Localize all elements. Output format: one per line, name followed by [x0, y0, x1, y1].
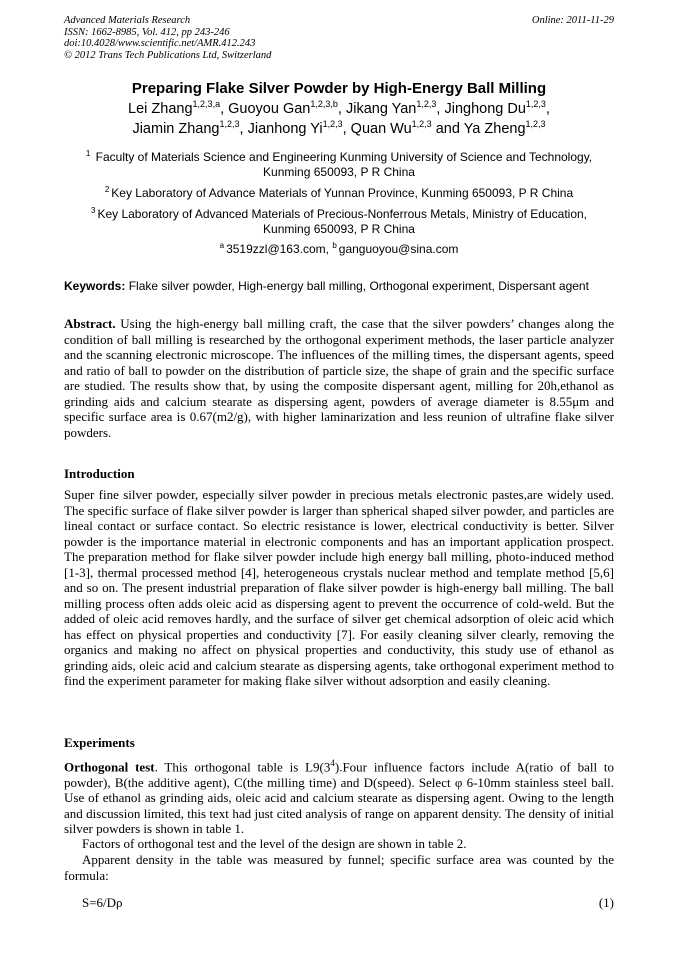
affiliation-text: Kunming 650093, P R China	[263, 165, 415, 179]
author-name: Quan Wu	[350, 121, 412, 137]
affiliation-text: Kunming 650093, P R China	[263, 222, 415, 236]
email-mark: b	[332, 241, 337, 250]
affiliation-1	[64, 150, 614, 180]
abstract	[64, 316, 614, 440]
journal-name: Advanced Materials Research	[64, 15, 191, 26]
online-date: Online: 2011-11-29	[531, 15, 614, 26]
email-b: ganguoyou@sina.com	[338, 242, 459, 256]
subsection-heading: Orthogonal test	[64, 759, 155, 775]
author-name: Ya Zheng	[463, 121, 526, 137]
author-list	[64, 99, 614, 139]
copyright-line: © 2012 Trans Tech Publications Ltd, Switzerland	[64, 49, 272, 61]
author-affil-mark: 1,2,3	[525, 119, 546, 129]
author-name: Jianhong Yi	[247, 121, 323, 137]
section-heading-experiments: Experiments	[64, 735, 135, 750]
keywords	[64, 279, 614, 293]
introduction-paragraph: Super fine silver powder, especially silver powder in precious metals electronic pastes,are widely used. The specific surface of flake silver powder is larger than spherical shaped silver powder, and particles are lineal contact or surface contact. So electric resistance is lower, electrical conductivity is better. Silver powder is the importance material in electronic components and has an important application prospect. The preparation method for flake silver powder include high energy ball milling, photo-induced method [1-3], thermal processed method [4], heterogeneous crystals nuclear method and template method [5,6] and so on. The present industrial preparation of flake silver powder is high-energy ball milling. The ball milling process often adds oleic acid as dispersing agent to prevent the occurrence of cold-weld. But the added of oleic acid removes hardly, and the surface of silver get chemical adsorption of oleic acid which has effect on physical properties and conductivity [7]. For easily cleaning silver clearly, removing the organics and making no affect on physical properties and conductivity, this study use of ethanol as grinding aids, oleic acid and calcium stearate as dispersing agents, take orthogonal experiment method to find the experiment parameter for making flake silver without adsorption and easily cleaning.	[64, 487, 614, 688]
paper-title: Preparing Flake Silver Powder by High-Energy Ball Milling	[131, 80, 547, 97]
abstract-text: Using the high-energy ball milling craft, the case that the silver powders’ changes along the condition of ball milling is researched by the orthogonal experiment methods, the laser particle analyzer and the scanning electronic microscope. The influences of the milling times, the dispersant agents, speed and ratio of ball to powder on the distribution of particle size, the shape of grain and the specific surface are studied. The results show that, by using the composite dispersant agent, milling for 20h,ethanol as grinding aids and calcium stearate as dispersing agent, powders of average diameter is 8.55μm and specific surface area is 0.67(m2/g), with higher laminarization and less reunion of ultrafine flake silver powders.	[64, 316, 614, 440]
author-name: Lei Zhang	[128, 101, 193, 117]
author-affil-mark: 1,2,3	[219, 119, 240, 129]
affiliation-text: Faculty of Materials Science and Engineering Kunming University of Science and Technology,	[95, 150, 593, 164]
affiliation-text: Key Laboratory of Advance Materials of Yunnan Province, Kunming 650093, P R China	[111, 186, 574, 200]
author-affil-mark: 1,2,3,b	[310, 99, 338, 109]
email-a: 3519zzl@163.com,	[226, 242, 329, 256]
orthogonal-test-paragraph	[64, 756, 614, 837]
paragraph-text: . This orthogonal table is L9(3	[154, 759, 331, 775]
keywords-label: Keywords:	[64, 279, 126, 293]
author-affil-mark: 1,2,3	[411, 119, 432, 129]
author-affil-mark: 1,2,3	[322, 119, 343, 129]
affiliation-3	[64, 207, 614, 237]
author-line-2: Jiamin Zhang$^{1,2,3}$, Jianhong Yi$^{1,2,3}$, Quan Wu$^{1,2,3}$ and Ya Zheng$^{1,2,3}$	[132, 119, 546, 137]
email-line	[64, 242, 614, 257]
equation: S=6/Dρ	[82, 895, 123, 910]
paragraph-text: ).Four influence factors include A(ratio of ball to powder), B(the additive agent), C(the milling time) and D(speed). Select φ 6-10mm stainless steel ball. Use of ethanol as grinding aids, oleic acid and calcium stearate as dispersing agent. Owing to the length and discussion limited, this text had just cited analysis of range on apparent density. The density of initial silver powders is shown in table 1.	[64, 759, 614, 837]
author-name: Jiamin Zhang	[132, 121, 220, 137]
affiliation-mark: 1	[85, 149, 91, 158]
author-name: Guoyou Gan	[228, 101, 311, 117]
superscript: 4	[330, 758, 335, 768]
abstract-label: Abstract.	[64, 316, 116, 331]
affiliation-mark: 2	[104, 185, 110, 194]
density-paragraph: Apparent density in the table was measured by funnel; specific surface area was counted by the formula:	[64, 852, 614, 883]
author-affil-mark: 1,2,3	[525, 99, 546, 109]
issn-line: ISSN: 1662-8985, Vol. 412, pp 243-246	[64, 26, 230, 38]
doi-line: doi:10.4028/www.scientific.net/AMR.412.243	[64, 38, 256, 49]
author-affil-mark: 1,2,3,a	[192, 99, 221, 109]
section-heading-introduction: Introduction	[64, 466, 135, 481]
equation-number: (1)	[598, 895, 614, 910]
affiliation-2	[64, 186, 614, 201]
affiliation-mark: 3	[90, 206, 96, 215]
author-name: Jikang Yan	[345, 101, 417, 117]
affiliation-text: Key Laboratory of Advanced Materials of Precious-Nonferrous Metals, Ministry of Education,	[97, 207, 587, 221]
author-name: Jinghong Du	[444, 101, 526, 117]
author-affil-mark: 1,2,3	[416, 99, 437, 109]
keywords-text: Flake silver powder, High-energy ball milling, Orthogonal experiment, Dispersant agent	[128, 279, 589, 293]
journal-header	[64, 15, 271, 61]
author-line-1: Lei Zhang$^{1,2,3,a}$, Guoyou Gan$^{1,2,3,b}$, Jikang Yan$^{1,2,3}$, Jinghong Du$^{1,2,3}$,	[128, 99, 550, 117]
factors-paragraph: Factors of orthogonal test and the level of the design are shown in table 2.	[82, 836, 467, 851]
email-mark: a	[219, 241, 225, 250]
